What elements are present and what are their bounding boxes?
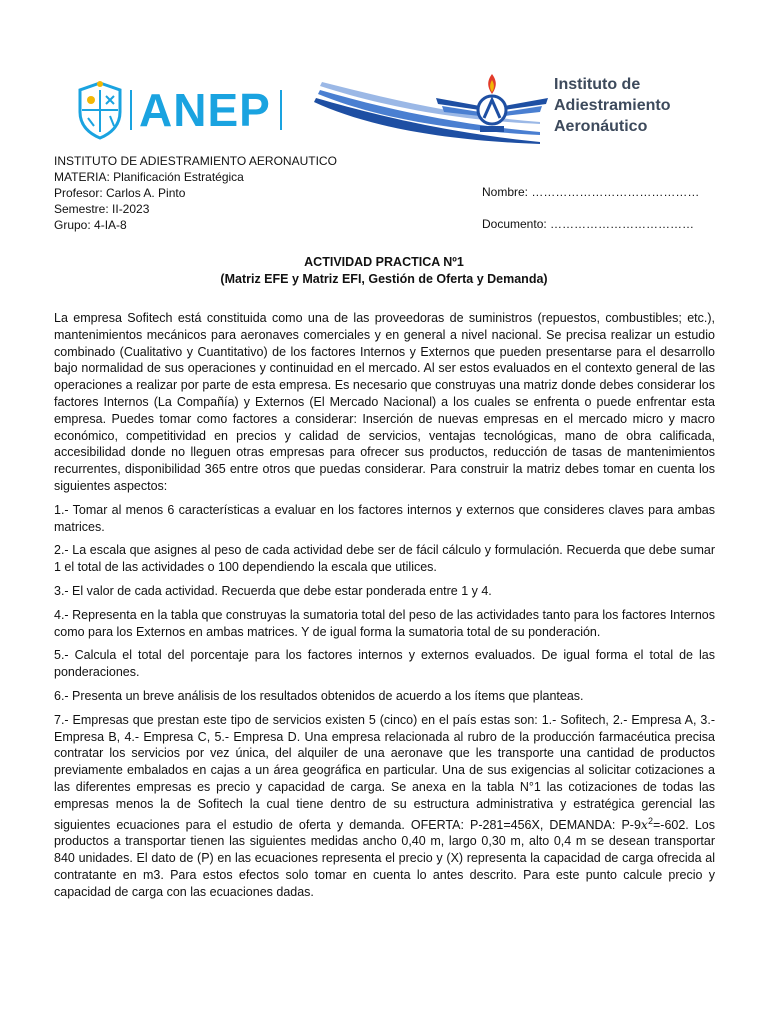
activity-subtitle: (Matriz EFE y Matriz EFI, Gestión de Oferta y Demanda) xyxy=(220,272,548,286)
intro-paragraph: La empresa Sofitech está constituida como una de las proveedoras de suministros (repuestos, combustibles; etc.), mantenimientos mecánicos para aeronaves comerciales y en general a nivel nacional. Se precisa realizar un estudio combinado (Cualitativo y Cuantitativo) de los factores Internos y Externos que pueden presentarse para el desarrollo bajo normalidad de sus operaciones y continuidad en el mercado. Al ser estos evaluados en el contexto general de las operaciones a realizar por parte de esta empresa. Es necesario que construyas una matriz donde debes considerar los factores Internos (La Compañía) y Externos (El Mercado Nacional) a los cuales se enfrenta o puede enfrentar esta empresa. Puedes tomar como factores a considerar: Inserción de nuevas empresas en el mercado micro y macro económico, competitividad en precios y calidad de servicios, ventajas tecnológicas, mano de obra calificada, accesibilidad donde no lleguen otras empresas para ofrecer sus productos, reducción de tasas de mantenimientos recurrentes, disponibilidad 365 entre otros que puedas considerar. Para construir la matriz debes tomar en cuenta los siguientes aspectos: xyxy=(54,311,715,493)
anep-logo-text: ANEP xyxy=(139,84,271,136)
logo-divider xyxy=(130,90,132,130)
subject-line: MATERIA: Planificación Estratégica xyxy=(54,170,244,184)
instruction-item-2: 2.- La escala que asignes al peso de cada actividad debe ser de fácil cálculo y formulación. Recuerda que debe sumar 1 el total de las actividades o 100 dependiendo la escala que utilices. xyxy=(54,543,715,575)
institute-logo-line: Instituto de xyxy=(554,76,641,93)
instruction-item-1: 1.- Tomar al menos 6 características a evaluar en los factores internos y externos que consideres claves para ambas matrices. xyxy=(54,502,715,534)
logo-divider xyxy=(280,90,282,130)
institute-name: INSTITUTO DE ADIESTRAMIENTO AERONAUTICO xyxy=(54,154,337,168)
instruction-item-4: 4.- Representa en la tabla que construyas la sumatoria total del peso de las actividades tanto para los factores Internos como para los Externos en ambas matrices. Y de igual forma la sumatoria total de su ponderación. xyxy=(54,607,715,639)
activity-body xyxy=(54,310,715,908)
institute-logo-line: Adiestramiento xyxy=(554,97,671,114)
semester-line: Semestre: II-2023 xyxy=(54,202,150,216)
item-7-text-b: =-602. Los productos a transportar tienen las siguientes medidas ancho 0,40 m, largo 0,30 m, alto 0,4 m se desean transportar 840 unidades. El dato de (P) en las ecuaciones representa el precio y (X) representa la capacidad de carga ofrecida al contratante en m3. Para estos efectos solo tomar en cuenta lo antes descrito. Para este punto calcule precio y capacidad de carga con las ecuaciones dadas. xyxy=(54,817,715,899)
instruction-item-3: 3.- El valor de cada actividad. Recuerda que debe estar ponderada entre 1 y 4. xyxy=(54,583,492,598)
item-7-variable: x xyxy=(640,816,648,832)
document-field: Documento: ……………………………… xyxy=(482,217,695,231)
instruction-item-6: 6.- Presenta un breve análisis de los resultados obtenidos de acuerdo a los ítems que planteas. xyxy=(54,688,584,703)
institute-logo-text xyxy=(554,74,670,137)
document-metadata xyxy=(54,153,337,233)
name-field: Nombre: …………………………………… xyxy=(482,185,700,199)
iaa-emblem-icon xyxy=(436,70,548,136)
header-logos xyxy=(0,70,768,150)
group-line: Grupo: 4-IA-8 xyxy=(54,218,127,232)
item-7-exponent: 2 xyxy=(647,815,653,826)
item-7-text-a: 7.- Empresas que prestan este tipo de servicios existen 5 (cinco) en el país estas son: 1.- Sofitech, 2.- Empresa A, 3.- Empresa B, 4.- Empresa C, 5.- Empresa D. Una empresa relacionada al rubro de la producción farmacéutica precisa contratar los servicios por vez única, del alquiler de una aeronave que les transporte una cantidad de productos previamente embalados en cajas a un área geográfica en particular. Una de sus exigencias al solicitar cotizaciones a las diferentes empresas es precio y capacidad de carga. Se anexa en la tabla N°1 las cotizaciones de todas las empresas menos la de Sofitech la cual tiene dentro de su estructura administrativa y estratégica gerencial las siguientes ecuaciones para el estudio de oferta y demanda. OFERTA: P-281=456X, DEMANDA: P-9 xyxy=(54,712,715,832)
teacher-line: Profesor: Carlos A. Pinto xyxy=(54,186,186,200)
instruction-item-5: 5.- Calcula el total del porcentaje para los factores internos y externos evaluados. De igual forma el total de las ponderaciones. xyxy=(54,648,715,680)
activity-title: ACTIVIDAD PRACTICA Nº1 xyxy=(304,255,464,269)
institute-logo-line: Aeronáutico xyxy=(554,118,648,135)
instruction-item-7 xyxy=(54,712,715,901)
uruguay-seal-icon xyxy=(74,80,126,140)
